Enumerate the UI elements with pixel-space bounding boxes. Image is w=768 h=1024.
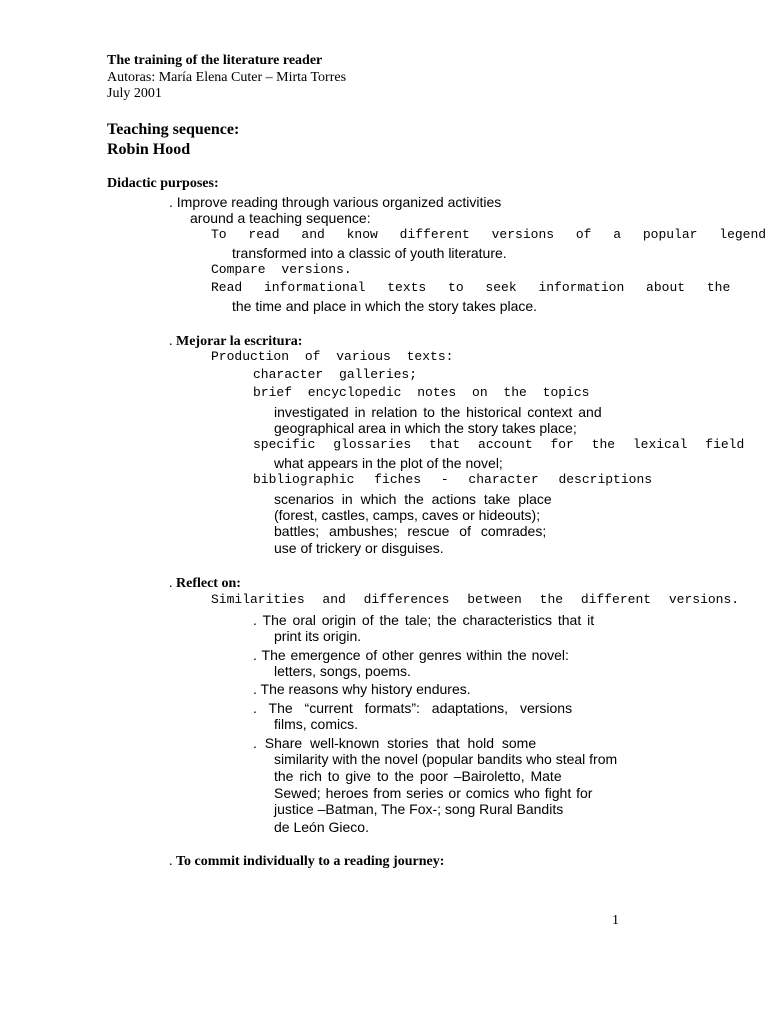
didactic-item2: Compare versions. — [211, 262, 352, 277]
didactic-item1-line2: transformed into a classic of youth literature. — [232, 245, 507, 261]
commit-heading: To commit individually to a reading journey: — [176, 854, 445, 869]
reflect-point3: . The reasons why history endures. — [253, 681, 471, 697]
didactic-item1-line1: To read and know different versions of a popular legend — [211, 227, 767, 242]
didactic-item3-line1: Read informational texts to seek information about the — [211, 280, 731, 295]
section-heading: Teaching sequence: — [107, 121, 240, 138]
reflect-point1-line1: . The oral origin of the tale; the characteristics that it — [253, 612, 595, 628]
document-title: The training of the literature reader — [107, 53, 323, 68]
reflect-point2-line2: letters, songs, poems. — [274, 663, 411, 679]
didactic-bullet-text: . Improve reading through various organized activities — [169, 194, 502, 210]
reflect-heading: Reflect on: — [176, 576, 241, 591]
writing-sub3-line1: specific glossaries that account for the lexical field — [253, 437, 745, 452]
reflect-point4-line2: films, comics. — [274, 716, 358, 732]
writing-sub4-line2: scenarios in which the actions take place — [274, 491, 552, 507]
didactic-bullet-line2: around a teaching sequence: — [190, 210, 371, 226]
reflect-point5-line1: . Share well-known stories that hold some — [253, 735, 537, 751]
writing-heading: Mejorar la escritura: — [176, 334, 303, 349]
reflect-heading-line — [169, 576, 241, 592]
didactic-bullet-line1 — [169, 194, 519, 210]
writing-sub4-line4: battles; ambushes; rescue of comrades; — [274, 523, 547, 539]
writing-sub4-line5: use of trickery or disguises. — [274, 540, 444, 556]
didactic-heading: Didactic purposes: — [107, 176, 219, 191]
reflect-item1: Similarities and differences between the different versions. — [211, 592, 740, 607]
section-subheading: Robin Hood — [107, 141, 191, 158]
reflect-point5-line2: similarity with the novel (popular bandits who steal from — [274, 751, 618, 767]
writing-production: Production of various texts: — [211, 349, 454, 364]
didactic-item3-line2: the time and place in which the story takes place. — [232, 298, 538, 314]
writing-sub2-line1: brief encyclopedic notes on the topics — [253, 385, 590, 400]
reflect-point2-line1: . The emergence of other genres within the novel: — [253, 647, 569, 663]
reflect-point5-line4: Sewed; heroes from series or comics who fight for — [274, 785, 593, 801]
writing-sub1: character galleries; — [253, 367, 418, 382]
reflect-point5-line3: the rich to give to the poor –Bairoletto, Mate — [274, 768, 562, 784]
writing-sub3-line2: what appears in the plot of the novel; — [274, 455, 503, 471]
page-number: 1 — [612, 913, 619, 928]
reflect-point1-line2: print its origin. — [274, 628, 362, 644]
writing-heading-line — [169, 334, 302, 350]
writing-sub2-line3: geographical area in which the story takes place; — [274, 420, 577, 436]
writing-sub4-line1: bibliographic fiches - character descriptions — [253, 472, 653, 487]
reflect-point4-line1: . The “current formats”: adaptations, versions — [253, 700, 573, 716]
commit-heading-line — [169, 854, 444, 870]
reflect-bullet: . — [169, 576, 173, 591]
writing-sub2-line2: investigated in relation to the historical context and — [274, 404, 602, 420]
writing-bullet: . — [169, 334, 173, 349]
document-date: July 2001 — [107, 86, 162, 101]
document-authors: Autoras: María Elena Cuter – Mirta Torres — [107, 70, 347, 85]
writing-sub4-line3: (forest, castles, camps, caves or hideouts); — [274, 507, 541, 523]
reflect-point5-line5: justice –Batman, The Fox-; song Rural Bandits — [274, 801, 564, 817]
commit-bullet: . — [169, 854, 173, 869]
reflect-point5-line6: de León Gieco. — [274, 819, 369, 835]
